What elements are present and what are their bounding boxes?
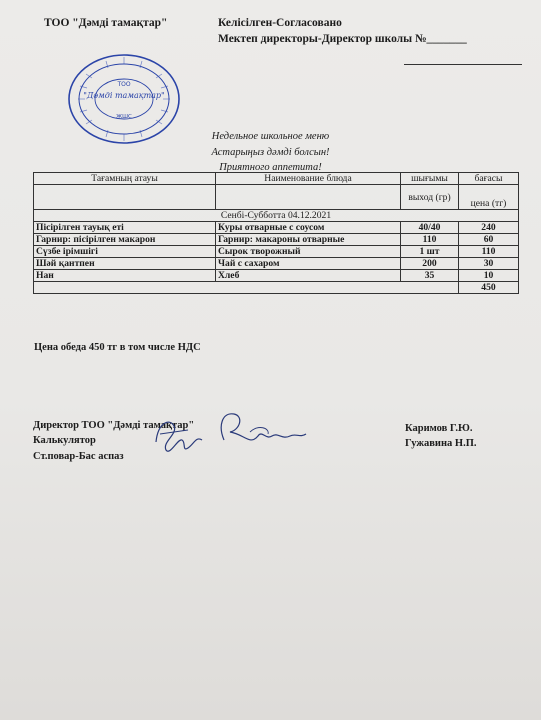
price-note: Цена обеда 450 тг в том числе НДС: [34, 342, 201, 353]
table-row: [34, 258, 519, 270]
chef-label: Ст.повар-Бас аспаз: [33, 451, 124, 462]
header-ru-name: Наименование блюда: [216, 173, 401, 185]
table-header-row: [34, 173, 519, 185]
header-price-kz: бағасы: [459, 173, 519, 185]
header-yield-ru: выход (гр): [401, 185, 459, 210]
dish-kz: Сүзбе ірімшігі: [34, 246, 216, 258]
header-price-ru: цена (тг): [459, 185, 519, 210]
table-row: [34, 270, 519, 282]
dish-kz: Шәй қантпен: [34, 258, 216, 270]
dish-yield: 200: [401, 258, 459, 270]
header-yield-kz: шығымы: [401, 173, 459, 185]
dish-ru: Чай с сахаром: [216, 258, 401, 270]
calculator-name: Гужавина Н.П.: [405, 438, 477, 449]
menu-title: Недельное школьное меню: [211, 131, 330, 142]
header-kz-name: Тағамның атауы: [34, 173, 216, 185]
kz-greeting: Астарыңыз дәмді болсын!: [211, 147, 330, 158]
approval-label: Келісілген-Согласовано: [218, 17, 342, 29]
dish-yield: 110: [401, 234, 459, 246]
dish-yield: 1 шт: [401, 246, 459, 258]
stamp-name-text: "Дәмді тамақтар": [83, 91, 165, 100]
day-label: Сенбі-Субботта 04.12.2021: [34, 210, 519, 222]
table-row: [34, 234, 519, 246]
dish-ru: Гарнир: макароны отварные: [216, 234, 401, 246]
dish-kz: Пісірілген тауық еті: [34, 222, 216, 234]
empty-cell: [34, 185, 216, 210]
dish-yield: 40/40: [401, 222, 459, 234]
dish-kz: Нан: [34, 270, 216, 282]
day-row: [34, 210, 519, 222]
dish-price: 10: [459, 270, 519, 282]
dish-price: 30: [459, 258, 519, 270]
empty-cell: [216, 185, 401, 210]
stamp-bottom-text: ЖШС: [116, 114, 132, 120]
dish-yield: 35: [401, 270, 459, 282]
dish-kz: Гарнир: пісірілген макарон: [34, 234, 216, 246]
total-price: 450: [459, 282, 519, 294]
signature-line: [404, 64, 522, 65]
ru-greeting: Приятного аппетита!: [219, 162, 322, 173]
company-name: ТОО "Дәмді тамақтар": [44, 17, 168, 29]
dish-ru: Куры отварные с соусом: [216, 222, 401, 234]
dish-ru: Хлеб: [216, 270, 401, 282]
signature-scribble-2: [210, 406, 310, 456]
dish-price: 110: [459, 246, 519, 258]
calculator-label: Калькулятор: [33, 435, 96, 446]
table-row: [34, 246, 519, 258]
table-row: [34, 222, 519, 234]
dish-ru: Сырок творожный: [216, 246, 401, 258]
table-subheader-row: [34, 185, 519, 210]
menu-table: [33, 172, 519, 294]
stamp-top-text: ТОО: [117, 81, 131, 88]
total-row: [34, 282, 519, 294]
dish-price: 240: [459, 222, 519, 234]
empty-cell: [34, 282, 459, 294]
director-name: Каримов Г.Ю.: [405, 423, 473, 434]
dish-price: 60: [459, 234, 519, 246]
director-line: Мектеп директоры-Директор школы №_______: [218, 33, 467, 45]
director-label: Директор ТОО "Дәмді тамақтар": [33, 420, 195, 431]
signature-scribble-1: [148, 412, 208, 462]
